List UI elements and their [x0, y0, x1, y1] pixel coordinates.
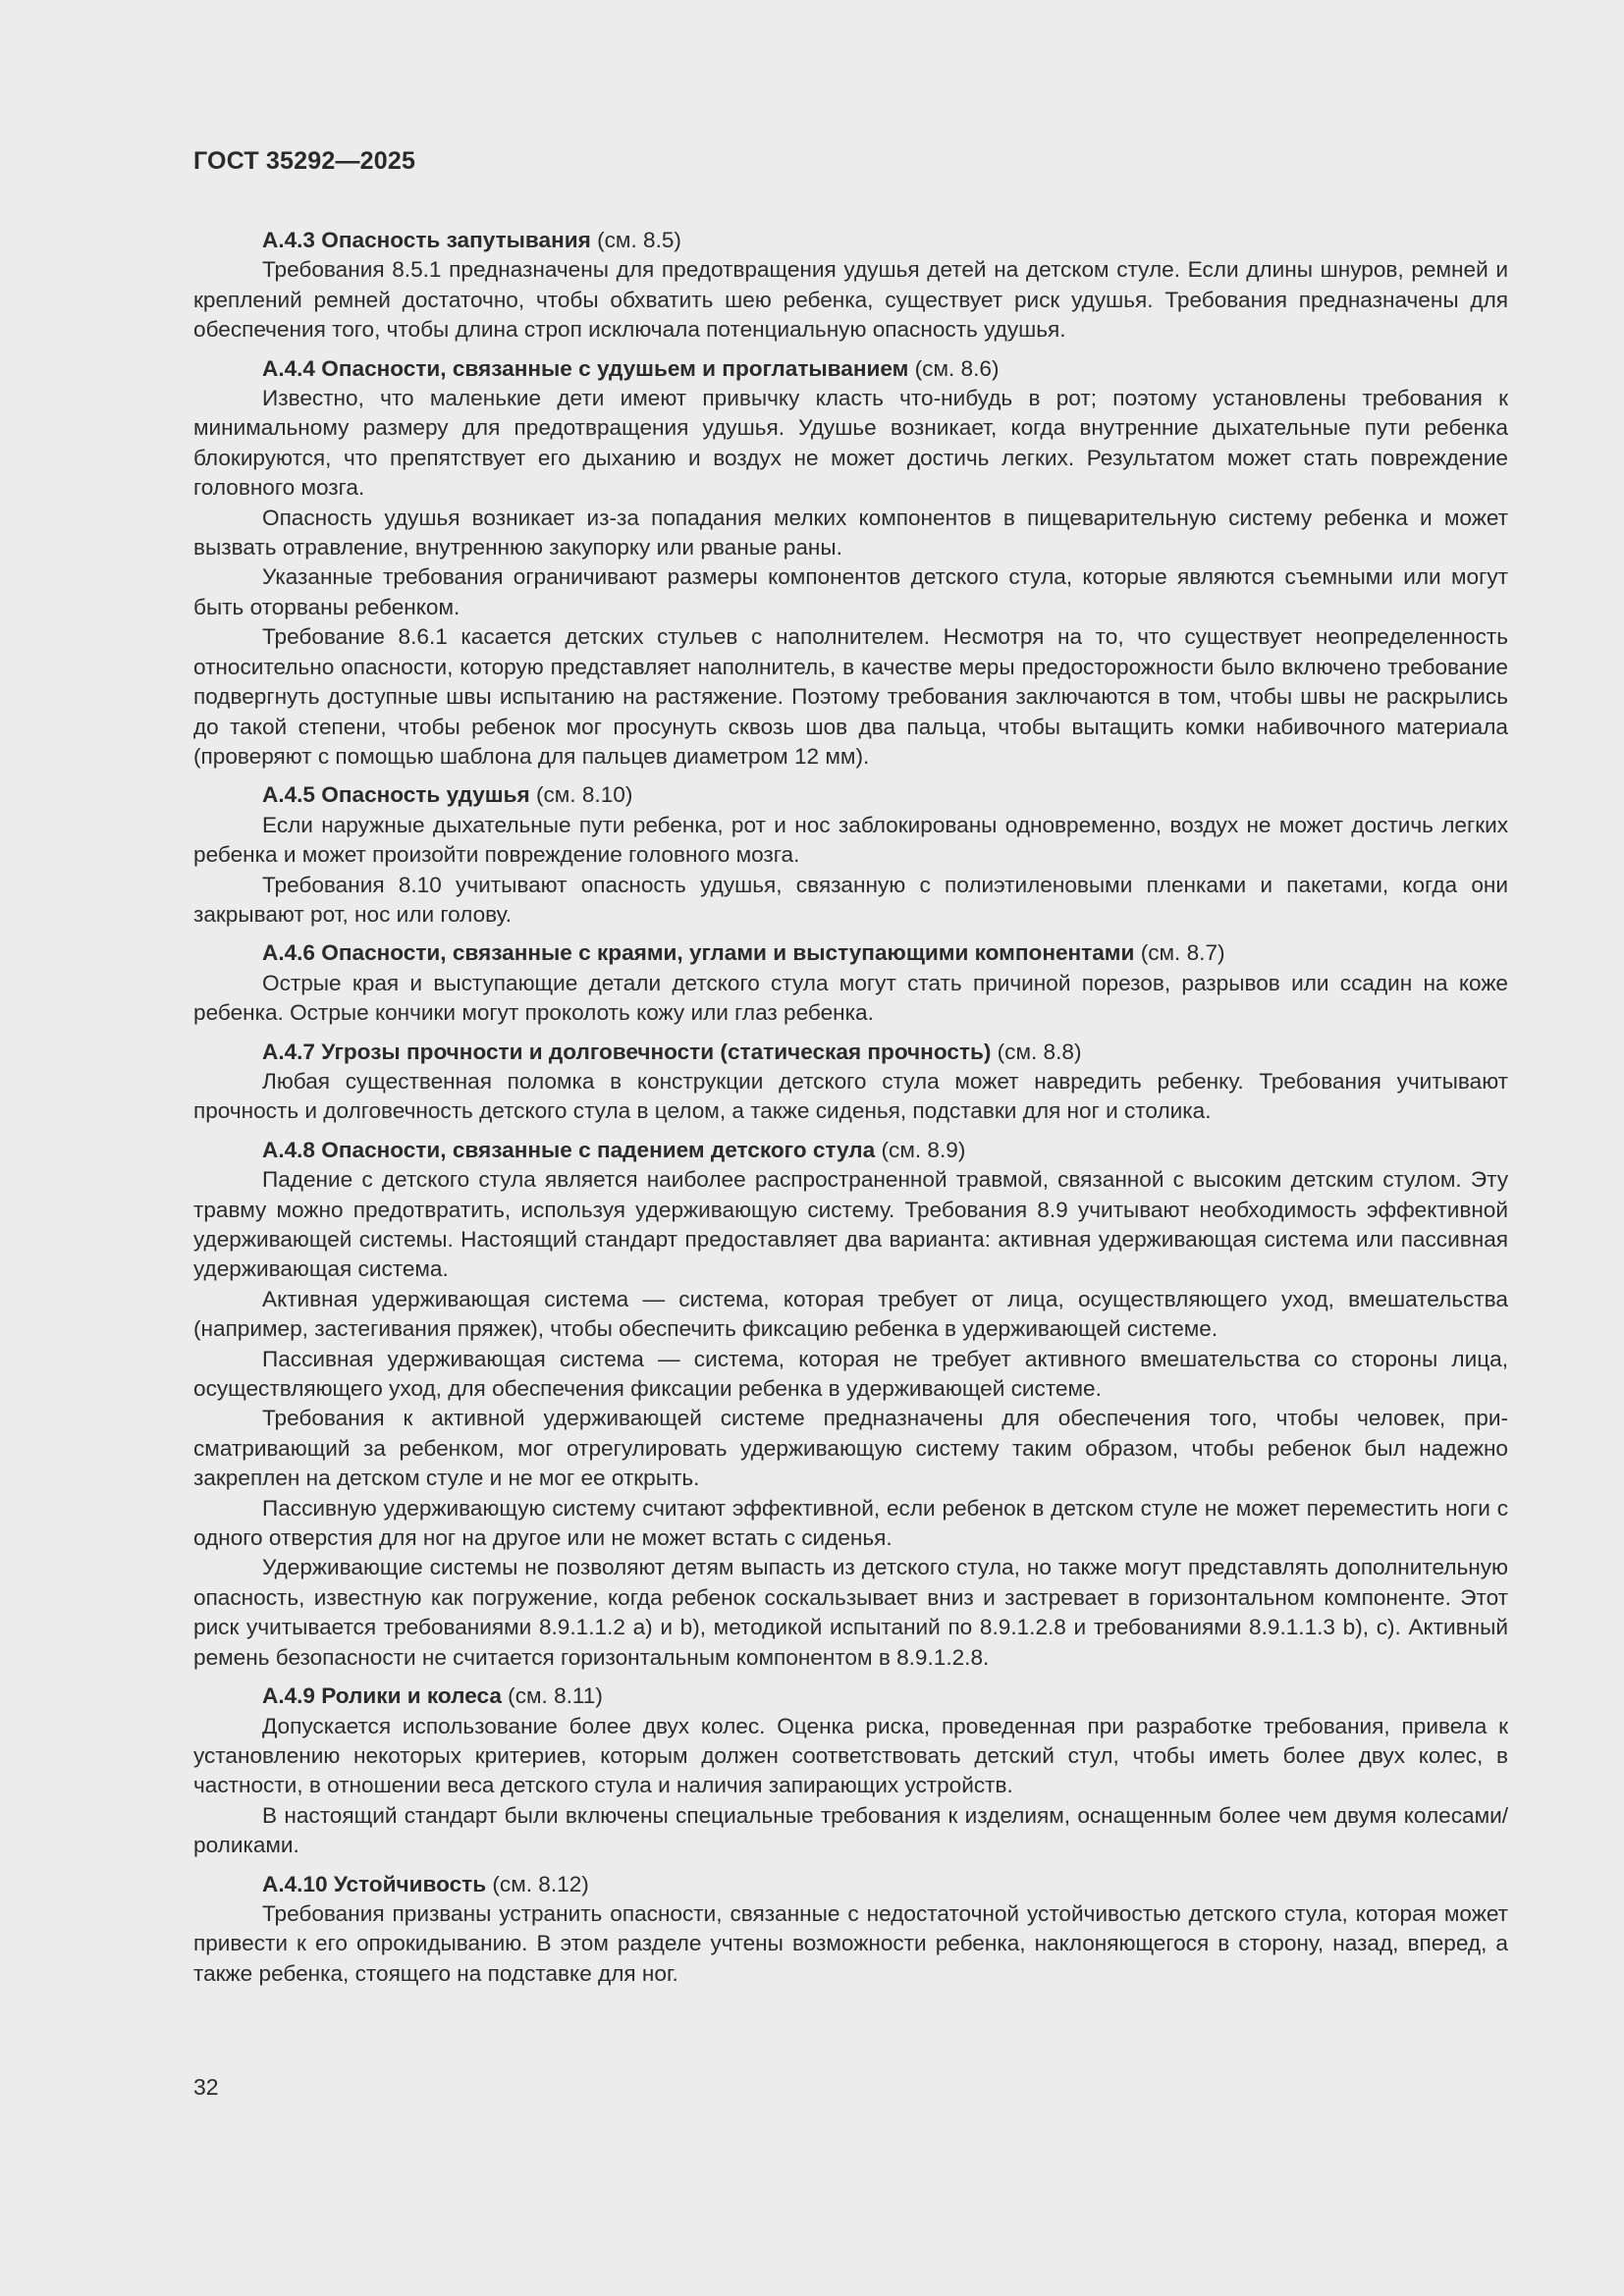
section-a-4-7 [193, 1038, 1508, 1127]
section-title: А.4.8 Опасности, связанные с падением детского стула [262, 1137, 876, 1162]
section-ref: (см. 8.12) [486, 1871, 589, 1896]
paragraph: Требование 8.6.1 касается детских стульев с наполнителем. Несмотря на то, что существует неопределенность относительно опасности, которую представляет наполнитель, в качестве меры предосторожности было включено требование подвергнуть доступные швы испытанию на растяжение. Поэтому требования заключаются в том, чтобы швы не раскрылись до такой степени, чтобы ребенок мог просунуть сквозь шов два пальца, чтобы вытащить комки набивочного материала (проверяют с помощью шаблона для пальцев диаметром 12 мм). [193, 624, 1508, 769]
paragraph: Удерживающие системы не позволяют детям выпасть из детского стула, но также могут представлять дополнительную опасность, известную как погружение, когда ребенок соскальзывает вниз и застревает в горизонтальном компоненте. Этот риск учитывается требованиями 8.9.1.1.2 а) и b), методикой испытаний по 8.9.1.2.8 и требованиями 8.9.1.1.3 b), c). Активный ремень безопасности не считается горизонтальным компонентом в 8.9.1.2.8. [193, 1555, 1508, 1670]
section-a-4-9 [193, 1682, 1508, 1860]
section-ref: (см. 8.5) [590, 228, 681, 252]
paragraph: Требования 8.5.1 предназначены для предотвращения удушья детей на детском стуле. Если длины шнуров, ремней и креплений ремней достаточно, чтобы обхватить шею ребенка, существует риск удушья. Требования предназначены для обеспечения того, чтобы длина строп исключала потенциальную опасность удушья. [193, 257, 1508, 343]
section-a-4-3 [193, 226, 1508, 346]
paragraph: Требования 8.10 учитывают опасность удушья, связанную с полиэтиленовыми пленками и пакетами, когда они закрывают рот, нос или голову. [193, 872, 1508, 927]
section-title: А.4.9 Ролики и колеса [262, 1683, 502, 1709]
paragraph: Острые края и выступающие детали детского стула могут стать причиной порезов, разрывов или ссадин на коже ребенка. Острые кончики могут проколоть кожу или глаз ребенка. [193, 970, 1508, 1026]
section-ref: (см. 8.7) [1134, 940, 1225, 966]
section-ref: (см. 8.6) [908, 355, 1000, 381]
section-a-4-6 [193, 938, 1508, 1028]
section-heading [193, 780, 1508, 810]
section-a-4-4 [193, 354, 1508, 773]
section-heading [193, 226, 1508, 255]
section-a-4-10 [193, 1870, 1508, 1990]
paragraph: Пассивная удерживающая система — система, которая не требует активного вмешательства со стороны лица, осуществляющего уход, для обеспечения фиксации ребенка в удерживающей системе. [193, 1346, 1508, 1402]
paragraph: Пассивную удерживающую систему считают эффективной, если ребенок в детском стуле не может переместить ноги с одного отверстия для ног на другое или не может встать с сиденья. [193, 1495, 1508, 1551]
document-body [193, 226, 1508, 1998]
section-heading [193, 354, 1508, 384]
section-ref: (см. 8.11) [501, 1683, 603, 1709]
page-number: 32 [193, 2074, 219, 2100]
section-title: А.4.6 Опасности, связанные с краями, углами и выступающими компонентами [262, 940, 1135, 966]
paragraph: Если наружные дыхательные пути ребенка, рот и нос заблокированы одновременно, воздух не может достичь легких ребенка и может произойти повреждение головного мозга. [193, 812, 1508, 868]
section-title: А.4.10 Устойчивость [262, 1871, 487, 1896]
section-heading [193, 1870, 1508, 1899]
section-ref: (см. 8.10) [529, 782, 633, 808]
section-heading [193, 1038, 1508, 1067]
paragraph: В настоящий стандарт были включены специальные требования к изделиям, оснащенным более чем двумя колесами/роликами. [193, 1802, 1508, 1858]
paragraph: Опасность удушья возникает из-за попадания мелких компонентов в пищеварительную систему ребенка и может вызвать отравление, внутреннюю закупорку или рваные раны. [193, 505, 1508, 561]
section-heading [193, 1682, 1508, 1711]
section-heading [193, 1136, 1508, 1165]
paragraph: Любая существенная поломка в конструкции детского стула может навредить ребенку. Требования учитывают прочность и долговечность детского стула в целом, а также сиденья, подставки для ног и столика. [193, 1068, 1508, 1124]
paragraph: Активная удерживающая система — система, которая требует от лица, осуществляющего уход, вмешательства (например, застегивания пряжек), чтобы обеспечить фиксацию ребенка в удерживающей системе. [193, 1286, 1508, 1342]
paragraph: Известно, что маленькие дети имеют привычку класть что-нибудь в рот; поэтому установлены требования к минимальному размеру для предотвращения удушья. Удушье возникает, когда внутренние дыхательные пути ребенка блокируются, что препятствует его дыханию и воздух не может достичь легких. Результатом может стать повреждение головного мозга. [193, 386, 1508, 501]
section-title: А.4.5 Опасность удушья [262, 782, 530, 808]
paragraph: Падение с детского стула является наиболее распространенной травмой, связанной с высоким детским стулом. Эту травму можно предотвратить, используя удерживающую систему. Требования 8.9 учитывают необходимость эффективной удерживающей системы. Настоящий стандарт предоставляет два варианта: активная удерживающая система или пассивная удерживающая система. [193, 1167, 1508, 1282]
section-title: А.4.3 Опасность запутывания [262, 228, 591, 252]
section-ref: (см. 8.8) [991, 1039, 1082, 1064]
section-a-4-5 [193, 780, 1508, 930]
paragraph: Требования призваны устранить опасности, связанные с недостаточной устойчивостью детского стула, которая может привести к его опрокидыванию. В этом разделе учтены возможности ребенка, наклоняющегося в сторону, назад, вперед, а также ребенка, стоящего на подставке для ног. [193, 1900, 1508, 1986]
document-header: ГОСТ 35292—2025 [193, 147, 416, 175]
paragraph: Допускается использование более двух колес. Оценка риска, проведенная при разработке требования, привела к установлению некоторых критериев, которым должен соответствовать детский стул, чтобы иметь более двух колес, в частности, в отношении веса детского стула и наличия запирающих устройств. [193, 1713, 1508, 1798]
section-title: А.4.7 Угрозы прочности и долговечности (статическая прочность) [262, 1039, 992, 1064]
section-a-4-8 [193, 1136, 1508, 1673]
section-ref: (см. 8.9) [875, 1137, 966, 1162]
section-title: А.4.4 Опасности, связанные с удушьем и проглатыванием [262, 355, 909, 381]
section-heading [193, 938, 1508, 968]
paragraph: Указанные требования ограничивают размеры компонентов детского стула, которые являются съемными или могут быть оторваны ребенком. [193, 564, 1508, 619]
paragraph: Требования к активной удерживающей системе предназначены для обеспечения того, чтобы человек, присматривающий за ребенком, мог отрегулировать удерживающую систему таким образом, чтобы ребенок был надежно закреплен на детском стуле и не мог ее открыть. [193, 1406, 1508, 1491]
